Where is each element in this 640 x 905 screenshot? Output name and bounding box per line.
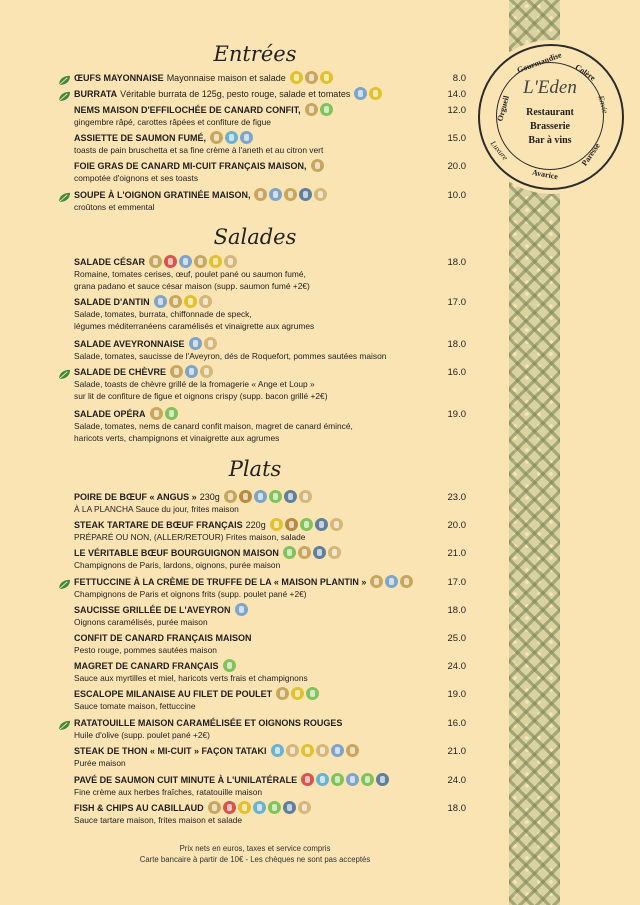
allergen-icon xyxy=(199,295,212,308)
allergen-icon xyxy=(270,518,283,531)
allergen-icon xyxy=(210,131,223,144)
dish-description: compotée d'oignons et ses toasts xyxy=(74,173,199,183)
dish-name: ŒUFS MAYONNAISE xyxy=(74,73,164,83)
menu-item xyxy=(74,491,466,516)
menu-item-header xyxy=(74,72,466,85)
allergen-icons xyxy=(270,519,345,532)
ring-word: Colère xyxy=(573,62,598,83)
allergen-icon xyxy=(268,801,281,814)
dish-name: SALADE OPÉRA xyxy=(74,409,146,419)
allergen-icons xyxy=(150,408,180,421)
dish-price: 17.0 xyxy=(447,577,466,588)
dish-name: SALADE AVEYRONNAISE xyxy=(74,339,185,349)
dish-description: Pesto rouge, pommes sautées maison xyxy=(74,645,217,655)
dish-name: ESCALOPE MILANAISE AU FILET DE POULET xyxy=(74,689,273,699)
menu-item xyxy=(74,660,466,685)
dish-description: Salade, tomates, burrata, chiffonnade de speck, xyxy=(74,309,252,319)
allergen-icons xyxy=(154,296,214,309)
allergen-icon xyxy=(314,188,327,201)
allergen-icon xyxy=(369,87,382,100)
allergen-icon xyxy=(286,744,299,757)
menu-item-header xyxy=(74,547,466,560)
allergen-icon xyxy=(315,518,328,531)
allergen-icon xyxy=(331,773,344,786)
logo-inner-ring xyxy=(496,62,604,170)
dish-description: Champignons de Paris et oignons frits (supp. poulet pané +2€) xyxy=(74,589,307,599)
dish-name: ASSIETTE DE SAUMON FUMÉ, xyxy=(74,133,207,143)
dish-description: Salade, tomates, nems de canard confit maison, magret de canard émincé, xyxy=(74,421,353,431)
ring-word: Luxure xyxy=(488,139,510,162)
allergen-icon xyxy=(225,131,238,144)
dish-price: 25.0 xyxy=(447,633,466,644)
allergen-icons xyxy=(254,189,329,202)
brand-line: Brasserie xyxy=(530,121,570,132)
menu-item xyxy=(74,547,466,572)
menu-item xyxy=(74,338,466,363)
section-title-salades: Salades xyxy=(213,225,297,249)
allergen-icons xyxy=(235,604,250,617)
section-title-plats: Plats xyxy=(228,457,282,481)
allergen-icon xyxy=(301,744,314,757)
allergen-icons xyxy=(305,104,335,117)
vegetarian-leaf-icon xyxy=(58,89,71,100)
brand-name: L'Eden xyxy=(523,77,577,98)
footer-line: Carte bancaire à partir de 10€ - Les chèques ne sont pas acceptés xyxy=(139,855,371,864)
menu-item-header xyxy=(74,660,466,673)
allergen-icon xyxy=(284,490,297,503)
brand-line: Restaurant xyxy=(526,107,574,118)
dish-price: 21.0 xyxy=(447,746,466,757)
menu-item xyxy=(74,72,466,85)
menu-item-header xyxy=(74,104,466,117)
dish-name: SALADE CÉSAR xyxy=(74,257,146,267)
dish-description: Salade, tomates, saucisse de l'Aveyron, dés de Roquefort, pommes sautées maison xyxy=(74,351,387,361)
dish-description: Sauce tomate maison, fettuccine xyxy=(74,701,196,711)
vegetarian-leaf-icon xyxy=(58,367,71,378)
dish-description: PRÉPARÉ OU NON, (ALLER/RETOUR) Frites maison, salade xyxy=(74,532,306,542)
allergen-icon xyxy=(291,687,304,700)
allergen-icon xyxy=(299,490,312,503)
menu-item xyxy=(74,604,466,629)
menu-item-header xyxy=(74,491,466,504)
allergen-icon xyxy=(224,255,237,268)
allergen-icons xyxy=(208,802,313,815)
allergen-icon xyxy=(290,71,303,84)
dish-name: STEAK TARTARE DE BŒUF FRANÇAIS xyxy=(74,520,243,530)
allergen-icon xyxy=(376,773,389,786)
allergen-icon xyxy=(254,490,267,503)
dish-description: À LA PLANCHA Sauce du jour, frites maison xyxy=(74,504,239,514)
allergen-icon xyxy=(170,365,183,378)
allergen-icon xyxy=(361,773,374,786)
dish-price: 21.0 xyxy=(447,548,466,559)
allergen-icon xyxy=(320,71,333,84)
allergen-icon xyxy=(283,801,296,814)
menu-item xyxy=(74,576,466,601)
menu-item xyxy=(74,366,466,402)
allergen-icon xyxy=(223,801,236,814)
allergen-icon xyxy=(253,801,266,814)
allergen-icon xyxy=(305,71,318,84)
allergen-icon xyxy=(189,337,202,350)
dish-price: 24.0 xyxy=(447,775,466,786)
dish-price: 8.0 xyxy=(452,73,466,84)
menu-item-header xyxy=(74,296,466,309)
allergen-icon xyxy=(164,255,177,268)
menu-item xyxy=(74,688,466,713)
allergen-icon xyxy=(330,518,343,531)
allergen-icon xyxy=(311,159,324,172)
menu-item xyxy=(74,632,466,657)
dish-description: Oignons caramélisés, purée maison xyxy=(74,617,208,627)
dish-inline-description: Mayonnaise maison et salade xyxy=(166,73,286,83)
dish-description: Sauce aux myrtilles et miel, haricots verts frais et champignons xyxy=(74,673,308,683)
menu-item xyxy=(74,189,466,214)
dish-name: MAGRET DE CANARD FRANÇAIS xyxy=(74,661,219,671)
allergen-icon xyxy=(204,337,217,350)
allergen-icon xyxy=(254,188,267,201)
menu-item-header xyxy=(74,802,466,815)
menu-item-header xyxy=(74,688,466,701)
allergen-icons xyxy=(223,660,238,673)
menu-item xyxy=(74,802,466,827)
allergen-icon xyxy=(209,255,222,268)
allergen-icon xyxy=(194,255,207,268)
dish-name: SAUCISSE GRILLÉE DE L'AVEYRON xyxy=(74,605,231,615)
dish-description: légumes méditerranéens caramélisés et vinaigrette aux agrumes xyxy=(74,320,315,331)
vegetarian-leaf-icon xyxy=(58,73,71,84)
dish-description: toasts de pain bruschetta et sa fine crème à l'aneth et au citron vert xyxy=(74,145,324,155)
dish-name: RATATOUILLE MAISON CARAMÉLISÉE ET OIGNONS ROUGES xyxy=(74,718,343,728)
footer-note xyxy=(0,843,510,865)
allergen-icons xyxy=(311,160,326,173)
allergen-icon xyxy=(305,103,318,116)
footer-line: Prix nets en euros, taxes et service compris xyxy=(179,844,331,853)
allergen-icon xyxy=(208,801,221,814)
menu-item-header xyxy=(74,774,466,787)
menu-item-header xyxy=(74,88,466,101)
allergen-icon xyxy=(185,365,198,378)
dish-price: 17.0 xyxy=(447,297,466,308)
menu-item-header xyxy=(74,338,466,351)
ring-word: Envie xyxy=(596,94,610,115)
allergen-icon xyxy=(150,407,163,420)
dish-price: 16.0 xyxy=(447,718,466,729)
allergen-icons xyxy=(276,688,321,701)
menu-item xyxy=(74,519,466,544)
dish-name: FOIE GRAS DE CANARD MI-CUIT FRANÇAIS MAISON, xyxy=(74,161,307,171)
menu-item xyxy=(74,256,466,292)
vegetarian-leaf-icon xyxy=(58,718,71,729)
allergen-icon xyxy=(354,87,367,100)
allergen-icon xyxy=(301,773,314,786)
dish-name: FETTUCCINE À LA CRÈME DE TRUFFE DE LA « MAISON PLANTIN » xyxy=(74,577,367,587)
allergen-icon xyxy=(224,490,237,503)
allergen-icons xyxy=(290,72,335,85)
dish-description: Champignons de Paris, lardons, oignons, purée maison xyxy=(74,560,281,570)
allergen-icons xyxy=(149,256,239,269)
allergen-icon xyxy=(169,295,182,308)
dish-price: 20.0 xyxy=(447,161,466,172)
allergen-icons xyxy=(189,338,219,351)
ring-word: Gourmandise xyxy=(515,50,563,75)
menu-item xyxy=(74,745,466,770)
allergen-icon xyxy=(370,575,383,588)
dish-price: 16.0 xyxy=(447,367,466,378)
dish-name: CONFIT DE CANARD FRANÇAIS MAISON xyxy=(74,633,252,643)
dish-name: BURRATA xyxy=(74,89,118,99)
menu-item-header xyxy=(74,160,466,173)
allergen-icons xyxy=(210,132,255,145)
menu-item-header xyxy=(74,632,466,645)
allergen-icon xyxy=(285,518,298,531)
dish-description: gingembre râpé, carottes râpées et confiture de figue xyxy=(74,117,271,127)
allergen-icons xyxy=(170,366,215,379)
allergen-icon xyxy=(306,687,319,700)
dish-description: Fine crème aux herbes fraîches, ratatouille maison xyxy=(74,787,263,797)
allergen-icon xyxy=(149,255,162,268)
allergen-icon xyxy=(240,131,253,144)
dish-price: 15.0 xyxy=(447,133,466,144)
allergen-icon xyxy=(331,744,344,757)
dish-description: Salade, toasts de chèvre grillé de la fromagerie « Ange et Loup » xyxy=(74,379,315,389)
allergen-icons xyxy=(224,491,314,504)
brand-line: Bar à vins xyxy=(528,135,572,146)
allergen-icon xyxy=(284,188,297,201)
allergen-icon xyxy=(346,744,359,757)
dish-description: Purée maison xyxy=(74,758,126,768)
dish-name: PAVÉ DE SAUMON CUIT MINUTE À L'UNILATÉRALE xyxy=(74,775,298,785)
menu-item xyxy=(74,408,466,444)
dish-description: sur lit de confiture de figue et oignons crispy (supp. bacon grillé +2€) xyxy=(74,390,328,401)
dish-name: STEAK DE THON « MI-CUIT » FAÇON TATAKI xyxy=(74,746,267,756)
allergen-icon xyxy=(298,546,311,559)
menu-item-header xyxy=(74,189,466,202)
dish-price: 24.0 xyxy=(447,661,466,672)
allergen-icon xyxy=(316,744,329,757)
dish-price: 10.0 xyxy=(447,190,466,201)
vegetarian-leaf-icon xyxy=(58,190,71,201)
vegetarian-leaf-icon xyxy=(58,577,71,588)
allergen-icon xyxy=(400,575,413,588)
allergen-icon xyxy=(269,188,282,201)
menu-item-header xyxy=(74,717,466,730)
dish-price: 19.0 xyxy=(447,409,466,420)
menu-item-header xyxy=(74,604,466,617)
dish-name: SALADE DE CHÈVRE xyxy=(74,367,167,377)
allergen-icon xyxy=(316,773,329,786)
dish-description: croûtons et emmental xyxy=(74,202,155,212)
allergen-icon xyxy=(271,744,284,757)
allergen-icon xyxy=(154,295,167,308)
dish-description: haricots verts, champignons et vinaigrette aux agrumes xyxy=(74,432,280,443)
dish-name: NEMS MAISON D'EFFILOCHÉE DE CANARD CONFIT, xyxy=(74,105,301,115)
dish-price: 14.0 xyxy=(447,89,466,100)
menu-item xyxy=(74,774,466,799)
allergen-icons xyxy=(354,88,384,101)
allergen-icon xyxy=(200,365,213,378)
allergen-icons xyxy=(301,774,391,787)
allergen-icon xyxy=(298,801,311,814)
ring-word: Paresse xyxy=(579,141,602,168)
dish-name: FISH & CHIPS AU CABILLAUD xyxy=(74,803,204,813)
dish-price: 23.0 xyxy=(447,492,466,503)
allergen-icon xyxy=(235,603,248,616)
menu-item-header xyxy=(74,745,466,758)
ring-word: Orgueil xyxy=(495,94,511,123)
dish-name: LE VÉRITABLE BŒUF BOURGUIGNON MAISON xyxy=(74,548,279,558)
allergen-icon xyxy=(238,801,251,814)
menu-item xyxy=(74,296,466,332)
ring-word: Avarice xyxy=(531,167,559,182)
menu-item-header xyxy=(74,519,466,532)
dish-name: SOUPE À L'OIGNON GRATINÉE MAISON, xyxy=(74,190,251,200)
allergen-icon xyxy=(276,687,289,700)
allergen-icons xyxy=(271,745,361,758)
dish-description: grana padano et sauce césar maison (supp. saumon fumé +2€) xyxy=(74,280,310,291)
dish-inline-description: Véritable burrata de 125g, pesto rouge, salade et tomates xyxy=(120,89,351,99)
allergen-icon xyxy=(313,546,326,559)
allergen-icons xyxy=(370,576,415,589)
allergen-icon xyxy=(184,295,197,308)
menu-item xyxy=(74,160,466,185)
menu-item-header xyxy=(74,576,466,589)
dish-inline-description: 220g xyxy=(245,520,266,530)
allergen-icon xyxy=(239,490,252,503)
dish-price: 18.0 xyxy=(447,339,466,350)
section-title-entrees: Entrées xyxy=(213,42,297,66)
menu-item xyxy=(74,88,466,101)
dish-price: 18.0 xyxy=(447,605,466,616)
allergen-icon xyxy=(223,659,236,672)
dish-price: 19.0 xyxy=(447,689,466,700)
dish-price: 12.0 xyxy=(447,105,466,116)
dish-name: SALADE D'ANTIN xyxy=(74,297,150,307)
dish-inline-description: 230g xyxy=(199,492,220,502)
dish-description: Sauce tartare maison, frites maison et salade xyxy=(74,815,243,825)
menu-item-header xyxy=(74,408,466,421)
allergen-icon xyxy=(179,255,192,268)
allergen-icon xyxy=(283,546,296,559)
allergen-icon xyxy=(299,188,312,201)
dish-description: Huile d'olive (supp. poulet pané +2€) xyxy=(74,730,210,740)
dish-name: POIRE DE BŒUF « ANGUS » xyxy=(74,492,197,502)
dish-price: 18.0 xyxy=(447,257,466,268)
dish-description: Romaine, tomates cerises, œuf, poulet pané ou saumon fumé, xyxy=(74,269,306,279)
allergen-icon xyxy=(385,575,398,588)
allergen-icon xyxy=(269,490,282,503)
menu-item-header xyxy=(74,366,466,379)
menu-item-header xyxy=(74,256,466,269)
allergen-icon xyxy=(165,407,178,420)
menu-item-header xyxy=(74,132,466,145)
dish-price: 20.0 xyxy=(447,520,466,531)
allergen-icon xyxy=(328,546,341,559)
menu-item xyxy=(74,132,466,157)
allergen-icon xyxy=(346,773,359,786)
allergen-icons xyxy=(283,547,343,560)
dish-price: 18.0 xyxy=(447,803,466,814)
allergen-icon xyxy=(300,518,313,531)
allergen-icon xyxy=(320,103,333,116)
menu-item xyxy=(74,104,466,129)
menu-item xyxy=(74,717,466,742)
